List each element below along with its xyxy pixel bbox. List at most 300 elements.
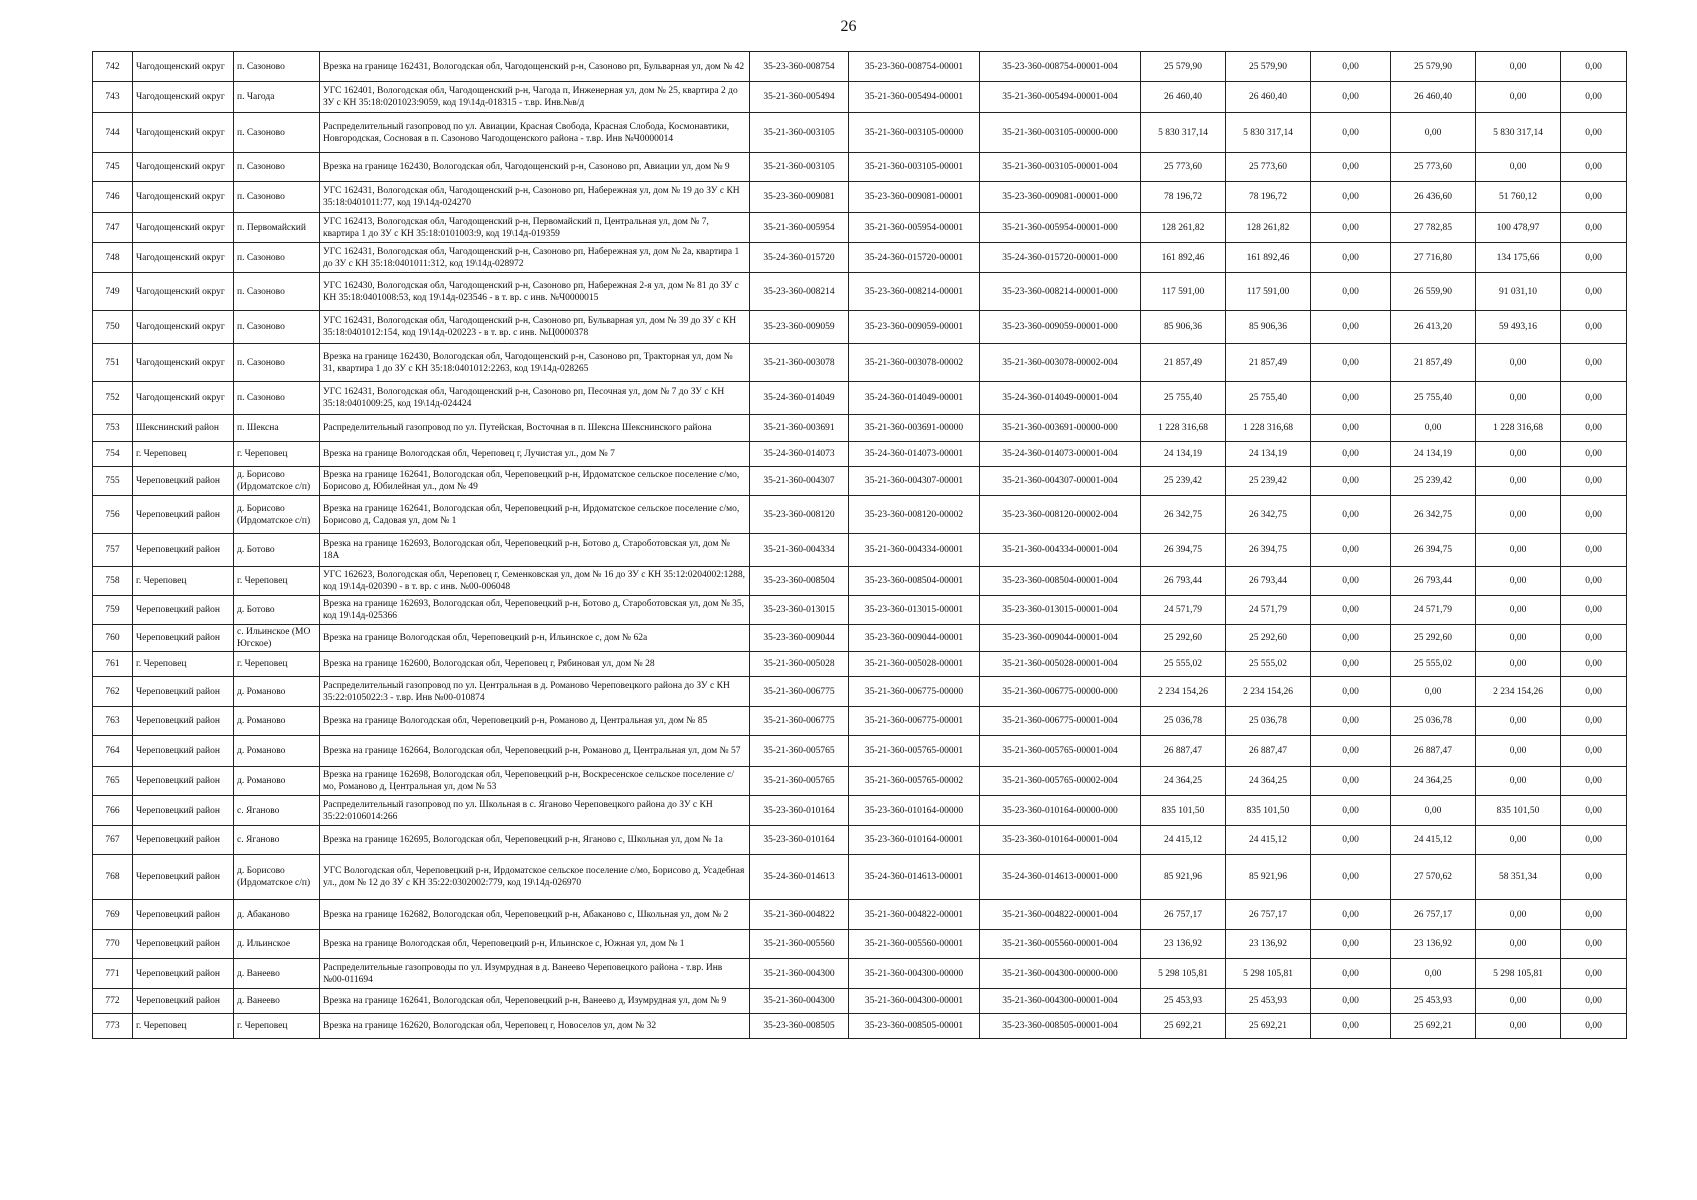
row-description: Врезка на границе Вологодская обл, Череповец г, Лучистая ул., дом № 7 <box>320 442 750 467</box>
row-number: 746 <box>93 182 133 213</box>
row-value-1: 25 239,42 <box>1141 467 1226 496</box>
row-locality: п. Сазоново <box>234 113 320 153</box>
row-value-2: 25 239,42 <box>1226 467 1311 496</box>
row-okrug: Череповецкий район <box>133 989 234 1014</box>
row-value-4: 25 773,60 <box>1391 153 1476 182</box>
row-inventory-code: 35-21-360-004822 <box>750 900 849 930</box>
row-value-1: 78 196,72 <box>1141 182 1226 213</box>
row-value-1: 161 892,46 <box>1141 243 1226 273</box>
registry-table <box>92 51 1627 1039</box>
row-value-2: 24 415,12 <box>1226 826 1311 855</box>
table-row <box>93 625 1627 652</box>
row-value-4: 0,00 <box>1391 677 1476 707</box>
row-description: Врезка на границе 162430, Вологодская обл, Чагодощенский р-н, Сазоново рп, Авиации ул, дом № 9 <box>320 153 750 182</box>
row-okrug: Череповецкий район <box>133 736 234 767</box>
row-value-6: 0,00 <box>1561 153 1627 182</box>
row-inventory-code: 35-21-360-005028 <box>750 652 849 677</box>
row-value-4: 26 757,17 <box>1391 900 1476 930</box>
row-inventory-code: 35-23-360-008214 <box>750 273 849 311</box>
row-value-4: 25 292,60 <box>1391 625 1476 652</box>
row-number: 751 <box>93 344 133 382</box>
row-okrug: Череповецкий район <box>133 677 234 707</box>
row-number: 748 <box>93 243 133 273</box>
row-element-code: 35-21-360-005494-00001-004 <box>980 82 1141 113</box>
row-locality: с. Яганово <box>234 796 320 826</box>
row-value-3: 0,00 <box>1311 442 1391 467</box>
row-inventory-code: 35-21-360-003691 <box>750 415 849 442</box>
row-value-2: 25 755,40 <box>1226 382 1311 415</box>
row-value-1: 1 228 316,68 <box>1141 415 1226 442</box>
row-value-2: 25 579,90 <box>1226 52 1311 82</box>
row-object-code: 35-21-360-003691-00000 <box>849 415 980 442</box>
row-value-4: 26 460,40 <box>1391 82 1476 113</box>
row-value-6: 0,00 <box>1561 382 1627 415</box>
row-okrug: Череповецкий район <box>133 534 234 567</box>
row-value-5: 835 101,50 <box>1476 796 1561 826</box>
table-row <box>93 52 1627 82</box>
table-row <box>93 767 1627 796</box>
row-value-5: 0,00 <box>1476 596 1561 625</box>
row-value-3: 0,00 <box>1311 625 1391 652</box>
row-value-4: 25 239,42 <box>1391 467 1476 496</box>
row-okrug: Череповецкий район <box>133 596 234 625</box>
row-object-code: 35-23-360-008505-00001 <box>849 1014 980 1039</box>
row-number: 760 <box>93 625 133 652</box>
row-value-2: 161 892,46 <box>1226 243 1311 273</box>
row-value-2: 25 555,02 <box>1226 652 1311 677</box>
row-okrug: Чагодощенский округ <box>133 182 234 213</box>
row-value-6: 0,00 <box>1561 567 1627 596</box>
row-inventory-code: 35-21-360-005765 <box>750 736 849 767</box>
row-value-6: 0,00 <box>1561 113 1627 153</box>
row-object-code: 35-23-360-013015-00001 <box>849 596 980 625</box>
row-value-3: 0,00 <box>1311 153 1391 182</box>
row-okrug: Череповецкий район <box>133 930 234 959</box>
row-locality: п. Сазоново <box>234 52 320 82</box>
row-locality: п. Сазоново <box>234 344 320 382</box>
row-value-6: 0,00 <box>1561 467 1627 496</box>
row-description: Врезка на границе 162641, Вологодская обл, Череповецкий р-н, Ванеево д, Изумрудная ул, дом № 9 <box>320 989 750 1014</box>
row-object-code: 35-23-360-008504-00001 <box>849 567 980 596</box>
row-description: Врезка на границе 162664, Вологодская обл, Череповецкий р-н, Романово д, Центральная ул, дом № 57 <box>320 736 750 767</box>
row-locality: д. Ванеево <box>234 989 320 1014</box>
row-value-2: 26 887,47 <box>1226 736 1311 767</box>
row-description: Врезка на границе 162431, Вологодская обл, Чагодощенский р-н, Сазоново рп, Бульварная ул, дом № 42 <box>320 52 750 82</box>
row-value-3: 0,00 <box>1311 1014 1391 1039</box>
row-value-6: 0,00 <box>1561 989 1627 1014</box>
row-value-2: 78 196,72 <box>1226 182 1311 213</box>
row-okrug: Чагодощенский округ <box>133 382 234 415</box>
row-value-6: 0,00 <box>1561 311 1627 344</box>
table-row <box>93 243 1627 273</box>
row-element-code: 35-21-360-003105-00001-004 <box>980 153 1141 182</box>
table-row <box>93 707 1627 736</box>
row-object-code: 35-21-360-005954-00001 <box>849 213 980 243</box>
table-row <box>93 153 1627 182</box>
row-object-code: 35-23-360-010164-00000 <box>849 796 980 826</box>
row-locality: п. Сазоново <box>234 311 320 344</box>
row-object-code: 35-21-360-004822-00001 <box>849 900 980 930</box>
row-object-code: 35-21-360-005560-00001 <box>849 930 980 959</box>
row-value-4: 26 394,75 <box>1391 534 1476 567</box>
row-value-2: 835 101,50 <box>1226 796 1311 826</box>
table-row <box>93 534 1627 567</box>
row-description: Врезка на границе Вологодская обл, Череповецкий р-н, Романово д, Центральная ул, дом № 85 <box>320 707 750 736</box>
row-inventory-code: 35-21-360-005560 <box>750 930 849 959</box>
row-value-3: 0,00 <box>1311 311 1391 344</box>
row-value-6: 0,00 <box>1561 652 1627 677</box>
row-value-3: 0,00 <box>1311 855 1391 900</box>
table-row <box>93 113 1627 153</box>
row-object-code: 35-23-360-010164-00001 <box>849 826 980 855</box>
row-value-1: 24 571,79 <box>1141 596 1226 625</box>
row-okrug: Чагодощенский округ <box>133 113 234 153</box>
row-value-2: 25 292,60 <box>1226 625 1311 652</box>
row-element-code: 35-23-360-008120-00002-004 <box>980 496 1141 534</box>
row-element-code: 35-24-360-014613-00001-000 <box>980 855 1141 900</box>
row-value-3: 0,00 <box>1311 707 1391 736</box>
table-row <box>93 900 1627 930</box>
row-element-code: 35-24-360-014073-00001-004 <box>980 442 1141 467</box>
row-description: УГС Вологодская обл, Череповецкий р-н, Ирдоматское сельское поселение с/мо, Борисово д, Усадебная ул., дом № 12 до ЗУ с КН 35:22:0302002:779, код 19\14д-026970 <box>320 855 750 900</box>
row-value-6: 0,00 <box>1561 344 1627 382</box>
row-locality: г. Череповец <box>234 442 320 467</box>
row-locality: д. Ботово <box>234 596 320 625</box>
row-element-code: 35-24-360-015720-00001-000 <box>980 243 1141 273</box>
row-value-2: 85 906,36 <box>1226 311 1311 344</box>
row-value-5: 2 234 154,26 <box>1476 677 1561 707</box>
row-value-6: 0,00 <box>1561 826 1627 855</box>
row-object-code: 35-24-360-015720-00001 <box>849 243 980 273</box>
table-row <box>93 442 1627 467</box>
row-number: 766 <box>93 796 133 826</box>
row-locality: д. Романово <box>234 707 320 736</box>
row-okrug: Чагодощенский округ <box>133 52 234 82</box>
row-value-2: 24 571,79 <box>1226 596 1311 625</box>
row-okrug: Череповецкий район <box>133 796 234 826</box>
row-value-4: 0,00 <box>1391 415 1476 442</box>
row-value-5: 0,00 <box>1476 467 1561 496</box>
row-description: УГС 162431, Вологодская обл, Чагодощенский р-н, Сазоново рп, Бульварная ул, дом № 39 до ЗУ с КН 35:18:0401012:154, код 19\14д-020223 - в т. вр. с инв. №Ц0000378 <box>320 311 750 344</box>
row-value-3: 0,00 <box>1311 243 1391 273</box>
row-value-5: 59 493,16 <box>1476 311 1561 344</box>
row-value-5: 0,00 <box>1476 1014 1561 1039</box>
row-value-2: 24 134,19 <box>1226 442 1311 467</box>
row-number: 771 <box>93 959 133 989</box>
row-value-3: 0,00 <box>1311 930 1391 959</box>
row-value-6: 0,00 <box>1561 959 1627 989</box>
row-value-4: 26 887,47 <box>1391 736 1476 767</box>
row-inventory-code: 35-23-360-008754 <box>750 52 849 82</box>
row-value-6: 0,00 <box>1561 182 1627 213</box>
row-description: Врезка на границе 162682, Вологодская обл, Череповецкий р-н, Абаканово с, Школьная ул, дом № 2 <box>320 900 750 930</box>
row-value-6: 0,00 <box>1561 707 1627 736</box>
row-value-6: 0,00 <box>1561 52 1627 82</box>
row-description: Распределительный газопровод по ул. Путейская, Восточная в п. Шексна Шекснинского района <box>320 415 750 442</box>
row-value-4: 25 036,78 <box>1391 707 1476 736</box>
row-description: УГС 162623, Вологодская обл, Череповец г, Семенковская ул, дом № 16 до ЗУ с КН 35:12:0204002:1288, код 19\14д-020390 - в т. вр. с инв. №00-006048 <box>320 567 750 596</box>
row-value-3: 0,00 <box>1311 652 1391 677</box>
row-description: Врезка на границе 162698, Вологодская обл, Череповецкий р-н, Воскресенское сельское поселение с/мо, Романово д, Центральная ул, дом № 53 <box>320 767 750 796</box>
row-locality: с. Яганово <box>234 826 320 855</box>
row-okrug: г. Череповец <box>133 442 234 467</box>
row-value-5: 91 031,10 <box>1476 273 1561 311</box>
row-value-3: 0,00 <box>1311 900 1391 930</box>
row-value-1: 117 591,00 <box>1141 273 1226 311</box>
row-element-code: 35-23-360-009081-00001-000 <box>980 182 1141 213</box>
row-value-3: 0,00 <box>1311 213 1391 243</box>
row-value-3: 0,00 <box>1311 767 1391 796</box>
row-value-3: 0,00 <box>1311 596 1391 625</box>
row-element-code: 35-23-360-008505-00001-004 <box>980 1014 1141 1039</box>
row-value-3: 0,00 <box>1311 677 1391 707</box>
row-value-3: 0,00 <box>1311 82 1391 113</box>
row-object-code: 35-21-360-006775-00000 <box>849 677 980 707</box>
row-locality: г. Череповец <box>234 567 320 596</box>
row-value-5: 0,00 <box>1476 736 1561 767</box>
row-inventory-code: 35-24-360-015720 <box>750 243 849 273</box>
row-value-3: 0,00 <box>1311 959 1391 989</box>
row-locality: г. Череповец <box>234 652 320 677</box>
row-object-code: 35-21-360-003078-00002 <box>849 344 980 382</box>
row-number: 753 <box>93 415 133 442</box>
row-locality: д. Борисово (Ирдоматское с/п) <box>234 496 320 534</box>
row-okrug: Череповецкий район <box>133 496 234 534</box>
row-value-1: 21 857,49 <box>1141 344 1226 382</box>
row-value-6: 0,00 <box>1561 534 1627 567</box>
row-value-3: 0,00 <box>1311 415 1391 442</box>
row-value-3: 0,00 <box>1311 534 1391 567</box>
row-element-code: 35-23-360-010164-00000-000 <box>980 796 1141 826</box>
row-value-6: 0,00 <box>1561 930 1627 959</box>
row-value-1: 24 364,25 <box>1141 767 1226 796</box>
row-value-1: 24 134,19 <box>1141 442 1226 467</box>
table-row <box>93 273 1627 311</box>
row-value-3: 0,00 <box>1311 344 1391 382</box>
row-value-1: 2 234 154,26 <box>1141 677 1226 707</box>
row-object-code: 35-21-360-004334-00001 <box>849 534 980 567</box>
row-value-5: 0,00 <box>1476 344 1561 382</box>
row-value-4: 24 571,79 <box>1391 596 1476 625</box>
row-element-code: 35-21-360-004300-00000-000 <box>980 959 1141 989</box>
table-row <box>93 82 1627 113</box>
row-inventory-code: 35-21-360-005494 <box>750 82 849 113</box>
table-row <box>93 930 1627 959</box>
row-inventory-code: 35-21-360-004334 <box>750 534 849 567</box>
row-inventory-code: 35-23-360-010164 <box>750 826 849 855</box>
row-description: Распределительный газопровод по ул. Авиации, Красная Свобода, Красная Слобода, Космонавтики, Новгородская, Сосновая в п. Сазоново Чагодощенского района - т.вр. Инв №Ч0000014 <box>320 113 750 153</box>
row-value-4: 26 559,90 <box>1391 273 1476 311</box>
row-element-code: 35-21-360-005954-00001-000 <box>980 213 1141 243</box>
row-value-4: 24 134,19 <box>1391 442 1476 467</box>
row-locality: д. Романово <box>234 677 320 707</box>
row-locality: г. Череповец <box>234 1014 320 1039</box>
row-description: УГС 162430, Вологодская обл, Чагодощенский р-н, Сазоново рп, Набережная 2-я ул, дом № 81 до ЗУ с КН 35:18:0401008:53, код 19\14д-023546 - в т. вр. с инв. №Ч0000015 <box>320 273 750 311</box>
row-okrug: Череповецкий район <box>133 707 234 736</box>
row-value-1: 25 773,60 <box>1141 153 1226 182</box>
row-inventory-code: 35-21-360-006775 <box>750 707 849 736</box>
row-value-6: 0,00 <box>1561 273 1627 311</box>
row-okrug: Чагодощенский округ <box>133 153 234 182</box>
row-number: 757 <box>93 534 133 567</box>
row-number: 745 <box>93 153 133 182</box>
row-description: УГС 162401, Вологодская обл, Чагодощенский р-н, Чагода п, Инженерная ул, дом № 25, квартира 2 до ЗУ с КН 35:18:0201023:9059, код 19\14д-018315 - т.вр. Инв.№в/д <box>320 82 750 113</box>
row-value-4: 23 136,92 <box>1391 930 1476 959</box>
row-value-1: 25 036,78 <box>1141 707 1226 736</box>
row-value-5: 0,00 <box>1476 153 1561 182</box>
row-description: Врезка на границе 162430, Вологодская обл, Чагодощенский р-н, Сазоново рп, Тракторная ул, дом № 31, квартира 1 до ЗУ с КН 35:18:0401012:2263, код 19\14д-028265 <box>320 344 750 382</box>
row-value-2: 26 757,17 <box>1226 900 1311 930</box>
row-description: Врезка на границе 162641, Вологодская обл, Череповецкий р-н, Ирдоматское сельское поселение с/мо, Борисово д, Садовая ул, дом № 1 <box>320 496 750 534</box>
row-locality: п. Шексна <box>234 415 320 442</box>
row-value-4: 26 342,75 <box>1391 496 1476 534</box>
row-value-2: 21 857,49 <box>1226 344 1311 382</box>
row-value-1: 25 555,02 <box>1141 652 1226 677</box>
row-locality: п. Сазоново <box>234 182 320 213</box>
row-value-2: 25 773,60 <box>1226 153 1311 182</box>
row-value-3: 0,00 <box>1311 736 1391 767</box>
row-number: 758 <box>93 567 133 596</box>
row-value-2: 85 921,96 <box>1226 855 1311 900</box>
row-value-2: 26 342,75 <box>1226 496 1311 534</box>
row-value-2: 25 453,93 <box>1226 989 1311 1014</box>
row-value-4: 25 453,93 <box>1391 989 1476 1014</box>
row-element-code: 35-21-360-004307-00001-004 <box>980 467 1141 496</box>
row-value-2: 117 591,00 <box>1226 273 1311 311</box>
row-description: Врезка на границе 162695, Вологодская обл, Череповецкий р-н, Яганово с, Школьная ул, дом № 1а <box>320 826 750 855</box>
table-row <box>93 796 1627 826</box>
row-value-4: 27 782,85 <box>1391 213 1476 243</box>
table-row <box>93 959 1627 989</box>
row-value-1: 25 755,40 <box>1141 382 1226 415</box>
row-number: 763 <box>93 707 133 736</box>
row-value-5: 0,00 <box>1476 900 1561 930</box>
row-value-3: 0,00 <box>1311 52 1391 82</box>
row-element-code: 35-21-360-004300-00001-004 <box>980 989 1141 1014</box>
row-description: Распределительный газопровод по ул. Школьная в с. Яганово Череповецкого района до ЗУ с КН 35:22:0106014:266 <box>320 796 750 826</box>
row-value-3: 0,00 <box>1311 273 1391 311</box>
row-element-code: 35-24-360-014049-00001-004 <box>980 382 1141 415</box>
row-description: Врезка на границе 162693, Вологодская обл, Череповецкий р-н, Ботово д, Староботовская ул, дом № 18А <box>320 534 750 567</box>
row-inventory-code: 35-23-360-008504 <box>750 567 849 596</box>
row-object-code: 35-21-360-005765-00002 <box>849 767 980 796</box>
row-object-code: 35-21-360-003105-00001 <box>849 153 980 182</box>
row-number: 754 <box>93 442 133 467</box>
row-description: УГС 162431, Вологодская обл, Чагодощенский р-н, Сазоново рп, Набережная ул, дом № 19 до ЗУ с КН 35:18:0401011:77, код 19\14д-024270 <box>320 182 750 213</box>
row-value-1: 23 136,92 <box>1141 930 1226 959</box>
table-row <box>93 1014 1627 1039</box>
row-value-1: 85 906,36 <box>1141 311 1226 344</box>
row-locality: д. Ванеево <box>234 959 320 989</box>
row-value-5: 100 478,97 <box>1476 213 1561 243</box>
row-number: 755 <box>93 467 133 496</box>
row-value-2: 26 460,40 <box>1226 82 1311 113</box>
row-okrug: Череповецкий район <box>133 959 234 989</box>
row-number: 767 <box>93 826 133 855</box>
row-value-1: 26 757,17 <box>1141 900 1226 930</box>
row-inventory-code: 35-23-360-009059 <box>750 311 849 344</box>
row-object-code: 35-21-360-005765-00001 <box>849 736 980 767</box>
row-inventory-code: 35-21-360-003105 <box>750 113 849 153</box>
row-okrug: г. Череповец <box>133 652 234 677</box>
row-number: 765 <box>93 767 133 796</box>
row-value-4: 27 570,62 <box>1391 855 1476 900</box>
row-value-4: 21 857,49 <box>1391 344 1476 382</box>
row-okrug: Чагодощенский округ <box>133 213 234 243</box>
row-number: 768 <box>93 855 133 900</box>
row-value-4: 0,00 <box>1391 796 1476 826</box>
row-description: Распределительный газопровод по ул. Центральная в д. Романово Череповецкого района до ЗУ с КН 35:22:0105022:3 - т.вр. Инв №00-010874 <box>320 677 750 707</box>
row-inventory-code: 35-21-360-004300 <box>750 959 849 989</box>
row-okrug: Чагодощенский округ <box>133 82 234 113</box>
row-element-code: 35-23-360-008754-00001-004 <box>980 52 1141 82</box>
row-value-5: 0,00 <box>1476 930 1561 959</box>
row-locality: п. Сазоново <box>234 243 320 273</box>
row-value-6: 0,00 <box>1561 596 1627 625</box>
row-value-3: 0,00 <box>1311 113 1391 153</box>
row-value-6: 0,00 <box>1561 796 1627 826</box>
row-okrug: Череповецкий район <box>133 767 234 796</box>
row-okrug: Череповецкий район <box>133 826 234 855</box>
row-value-2: 26 793,44 <box>1226 567 1311 596</box>
row-inventory-code: 35-21-360-005954 <box>750 213 849 243</box>
row-object-code: 35-23-360-009044-00001 <box>849 625 980 652</box>
row-value-2: 25 036,78 <box>1226 707 1311 736</box>
row-object-code: 35-23-360-009081-00001 <box>849 182 980 213</box>
row-element-code: 35-23-360-008214-00001-000 <box>980 273 1141 311</box>
row-object-code: 35-21-360-004300-00001 <box>849 989 980 1014</box>
row-element-code: 35-21-360-006775-00000-000 <box>980 677 1141 707</box>
row-value-3: 0,00 <box>1311 567 1391 596</box>
row-value-5: 0,00 <box>1476 767 1561 796</box>
row-description: Врезка на границе 162693, Вологодская обл, Череповецкий р-н, Ботово д, Староботовская ул, дом № 35, код 19\14д-025366 <box>320 596 750 625</box>
row-inventory-code: 35-23-360-008505 <box>750 1014 849 1039</box>
row-okrug: Череповецкий район <box>133 900 234 930</box>
row-value-1: 835 101,50 <box>1141 796 1226 826</box>
row-value-1: 25 692,21 <box>1141 1014 1226 1039</box>
row-value-1: 85 921,96 <box>1141 855 1226 900</box>
row-description: УГС 162413, Вологодская обл, Чагодощенский р-н, Первомайский п, Центральная ул, дом № 7, квартира 1 до ЗУ с КН 35:18:0101003:9, код 19\14д-019359 <box>320 213 750 243</box>
row-okrug: Череповецкий район <box>133 855 234 900</box>
row-value-4: 25 692,21 <box>1391 1014 1476 1039</box>
row-value-6: 0,00 <box>1561 415 1627 442</box>
row-locality: п. Сазоново <box>234 153 320 182</box>
row-value-6: 0,00 <box>1561 1014 1627 1039</box>
row-value-1: 5 830 317,14 <box>1141 113 1226 153</box>
row-element-code: 35-23-360-010164-00001-004 <box>980 826 1141 855</box>
row-value-2: 26 394,75 <box>1226 534 1311 567</box>
row-value-5: 58 351,34 <box>1476 855 1561 900</box>
row-value-5: 0,00 <box>1476 82 1561 113</box>
row-number: 752 <box>93 382 133 415</box>
row-description: Врезка на границе Вологодская обл, Череповецкий р-н, Ильинское с, дом № 62а <box>320 625 750 652</box>
table-row <box>93 596 1627 625</box>
row-number: 759 <box>93 596 133 625</box>
row-value-5: 0,00 <box>1476 52 1561 82</box>
row-inventory-code: 35-23-360-009044 <box>750 625 849 652</box>
row-object-code: 35-21-360-005494-00001 <box>849 82 980 113</box>
row-description: Врезка на границе Вологодская обл, Череповецкий р-н, Ильинское с, Южная ул, дом № 1 <box>320 930 750 959</box>
row-number: 750 <box>93 311 133 344</box>
row-object-code: 35-21-360-006775-00001 <box>849 707 980 736</box>
row-object-code: 35-21-360-004307-00001 <box>849 467 980 496</box>
row-element-code: 35-21-360-005765-00002-004 <box>980 767 1141 796</box>
page-number: 26 <box>840 18 857 35</box>
row-value-5: 134 175,66 <box>1476 243 1561 273</box>
row-locality: д. Ботово <box>234 534 320 567</box>
row-value-3: 0,00 <box>1311 382 1391 415</box>
table-row <box>93 496 1627 534</box>
